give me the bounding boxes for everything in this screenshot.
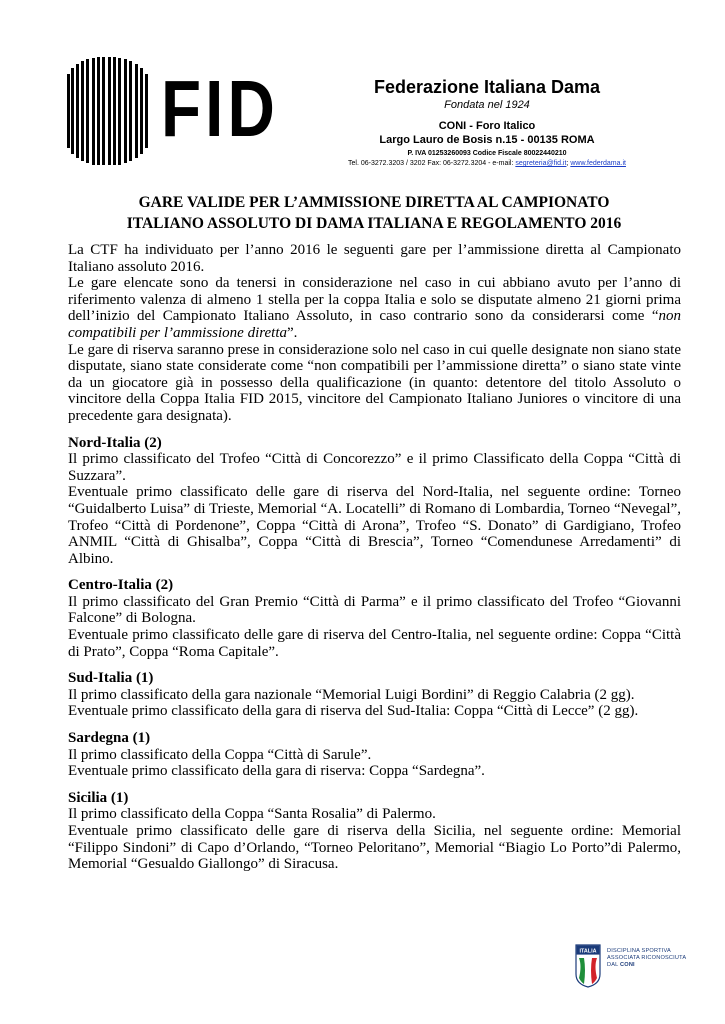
intro-p2-text: Le gare elencate sono da tenersi in considerazione nel caso in cui abbiano avuto per l’anno di riferimento valenza di almeno 1 stella per la coppa Italia e solo se disputate almeno 21 giorni prima dell’inizio del Campionato Italiano Assoluto, in caso contrario sono da considerarsi come “: [68, 275, 681, 325]
intro-paragraph-1: La CTF ha individuato per l’anno 2016 le seguenti gare per l’ammissione diretta al Campionato Italiano assoluto 2016.: [68, 242, 681, 275]
section-paragraph: Il primo classificato della Coppa “Santa Rosalia” di Palermo.: [68, 806, 436, 823]
logo-stripe: [102, 57, 105, 165]
title-line-2: ITALIANO ASSOLUTO DI DAMA ITALIANA E REGOLAMENTO 2016: [126, 215, 622, 232]
letterhead: [290, 76, 684, 169]
intro-p2-italic: non compatibili per l’ammissione diretta: [68, 308, 681, 341]
logo-stripe: [97, 57, 100, 165]
logo-stripe: [67, 74, 70, 148]
section-paragraph: Eventuale primo classificato delle gare di riserva del Centro-Italia, nel seguente ordine: Coppa “Città di Prato”, Coppa “Roma Capitale”.: [68, 627, 681, 660]
logo-stripe: [124, 59, 127, 163]
section-paragraph: Il primo classificato del Gran Premio “Città di Parma” e il primo classificato del Trofeo “Giovanni Falcone” di Bologna.: [68, 593, 681, 627]
section-paragraph: Eventuale primo classificato delle gare di riserva della Sicilia, nel seguente ordine: Memorial “Filippo Sindoni” di Capo d’Orlando, “Torneo Peloritano”, Memorial “Biagio Lo Porto”di Palermo, Memorial “Gesualdo Giallongo” di Siracusa.: [68, 823, 681, 873]
logo-stripe: [129, 61, 132, 161]
recognition-line-1: DISCIPLINA SPORTIVA: [607, 948, 671, 954]
recognition-text: [607, 948, 686, 969]
section-sicilia: [68, 790, 681, 873]
logo-stripe: [81, 61, 84, 161]
logo-stripe: [118, 58, 121, 165]
section-sardegna: [68, 730, 681, 780]
section-paragraph: Eventuale primo classificato della gara di riserva: Coppa “Sardegna”.: [68, 763, 485, 780]
section-heading: Centro-Italia (2): [68, 577, 174, 594]
recognition-line-2: ASSOCIATA RICONOSCIUTA: [607, 955, 687, 961]
section-paragraph: Il primo classificato della gara nazionale “Memorial Luigi Bordini” di Reggio Calabria (2 gg).: [68, 686, 635, 703]
logo-stripe: [135, 64, 138, 158]
coni-recognition-logo: [571, 942, 691, 994]
document-body: [68, 242, 681, 873]
title-line-1: GARE VALIDE PER L’AMMISSIONE DIRETTA AL CAMPIONATO: [138, 194, 610, 211]
logo-stripe: [86, 59, 89, 163]
tax-ids: P. IVA 01253260093 Codice Fiscale 80022440210: [407, 150, 567, 157]
fid-logo: [67, 57, 279, 165]
contacts-line: [290, 159, 684, 169]
intro-paragraph-2: [68, 275, 681, 341]
section-heading: Sardegna (1): [68, 730, 151, 747]
website-link[interactable]: www.federdama.it: [570, 160, 626, 167]
section-heading: Nord-Italia (2): [68, 434, 162, 451]
address-line: Largo Lauro de Bosis n.15 - 00135 ROMA: [379, 134, 595, 146]
federation-name: Federazione Italiana Dama: [373, 77, 601, 97]
section-nord-italia: [68, 435, 681, 568]
logo-stripe: [145, 74, 148, 148]
logo-stripe: [76, 64, 79, 158]
coni-brand: CONI: [620, 962, 635, 968]
section-paragraph: Eventuale primo classificato delle gare di riserva del Nord-Italia, nel seguente ordine: Torneo “Guidalberto Luisa” di Trieste, Memorial “A. Locatelli” di Romano di Lombardia, Torneo “Nevegal”, Trofeo “Città di Pordenone”, Coppa “Città di Arona”, Trofeo “S. Donato” di Gardigiano, Trofeo ANMIL “Città di Ghisalba”, Coppa “Città di Brescia”, Torneo “Comendunese Arredamenti” di Albino.: [68, 484, 681, 567]
shield-text: ITALIA: [579, 948, 597, 955]
recognition-prefix: DAL: [607, 962, 621, 968]
logo-stripe: [140, 68, 143, 154]
logo-stripe: [113, 57, 116, 165]
contacts-separator: ;: [566, 160, 571, 167]
section-heading: Sud-Italia (1): [68, 670, 154, 687]
logo-stripe: [108, 57, 111, 165]
coni-line: CONI - Foro Italico: [438, 120, 536, 132]
section-heading: Sicilia (1): [68, 789, 129, 806]
logo-text: FID: [161, 64, 279, 153]
section-centro-italia: [68, 577, 681, 660]
section-sud-italia: [68, 670, 681, 720]
section-paragraph: Il primo classificato del Trofeo “Città di Concorezzo” e il primo Classificato della Coppa “Città di Suzzara”.: [68, 451, 681, 484]
logo-stripe: [92, 58, 95, 165]
intro-p2-end: ”.: [287, 324, 298, 341]
intro-paragraph-3: Le gare di riserva saranno prese in considerazione solo nel caso in cui quelle designate non siano state disputate, siano state considerate come “non compatibili per l’ammissione diretta” o siano state vinte da un giocatore già in possesso della qualificazione (in quanto: detentore del titolo Assoluto o vincitore della Coppa Italia FID 2015, vincitore del Campionato Italiano Juniores o vincitore di una precedente gara designata).: [68, 341, 681, 424]
section-paragraph: Eventuale primo classificato della gara di riserva del Sud-Italia: Coppa “Città di Lecce” (2 gg).: [68, 703, 639, 720]
founded-line: Fondata nel 1924: [444, 99, 530, 111]
contacts-prefix: Tel. 06-3272.3203 / 3202 Fax: 06-3272.3204 - e-mail:: [348, 160, 516, 167]
logo-stripe: [71, 68, 74, 154]
italia-shield-icon: [575, 944, 601, 988]
recognition-line-3: [607, 962, 686, 969]
email-link[interactable]: segreteria@fid.it: [515, 160, 567, 167]
barcode-stripes: [67, 57, 151, 165]
section-paragraph: Il primo classificato della Coppa “Città di Sarule”.: [68, 746, 372, 763]
document-title: [68, 192, 680, 234]
